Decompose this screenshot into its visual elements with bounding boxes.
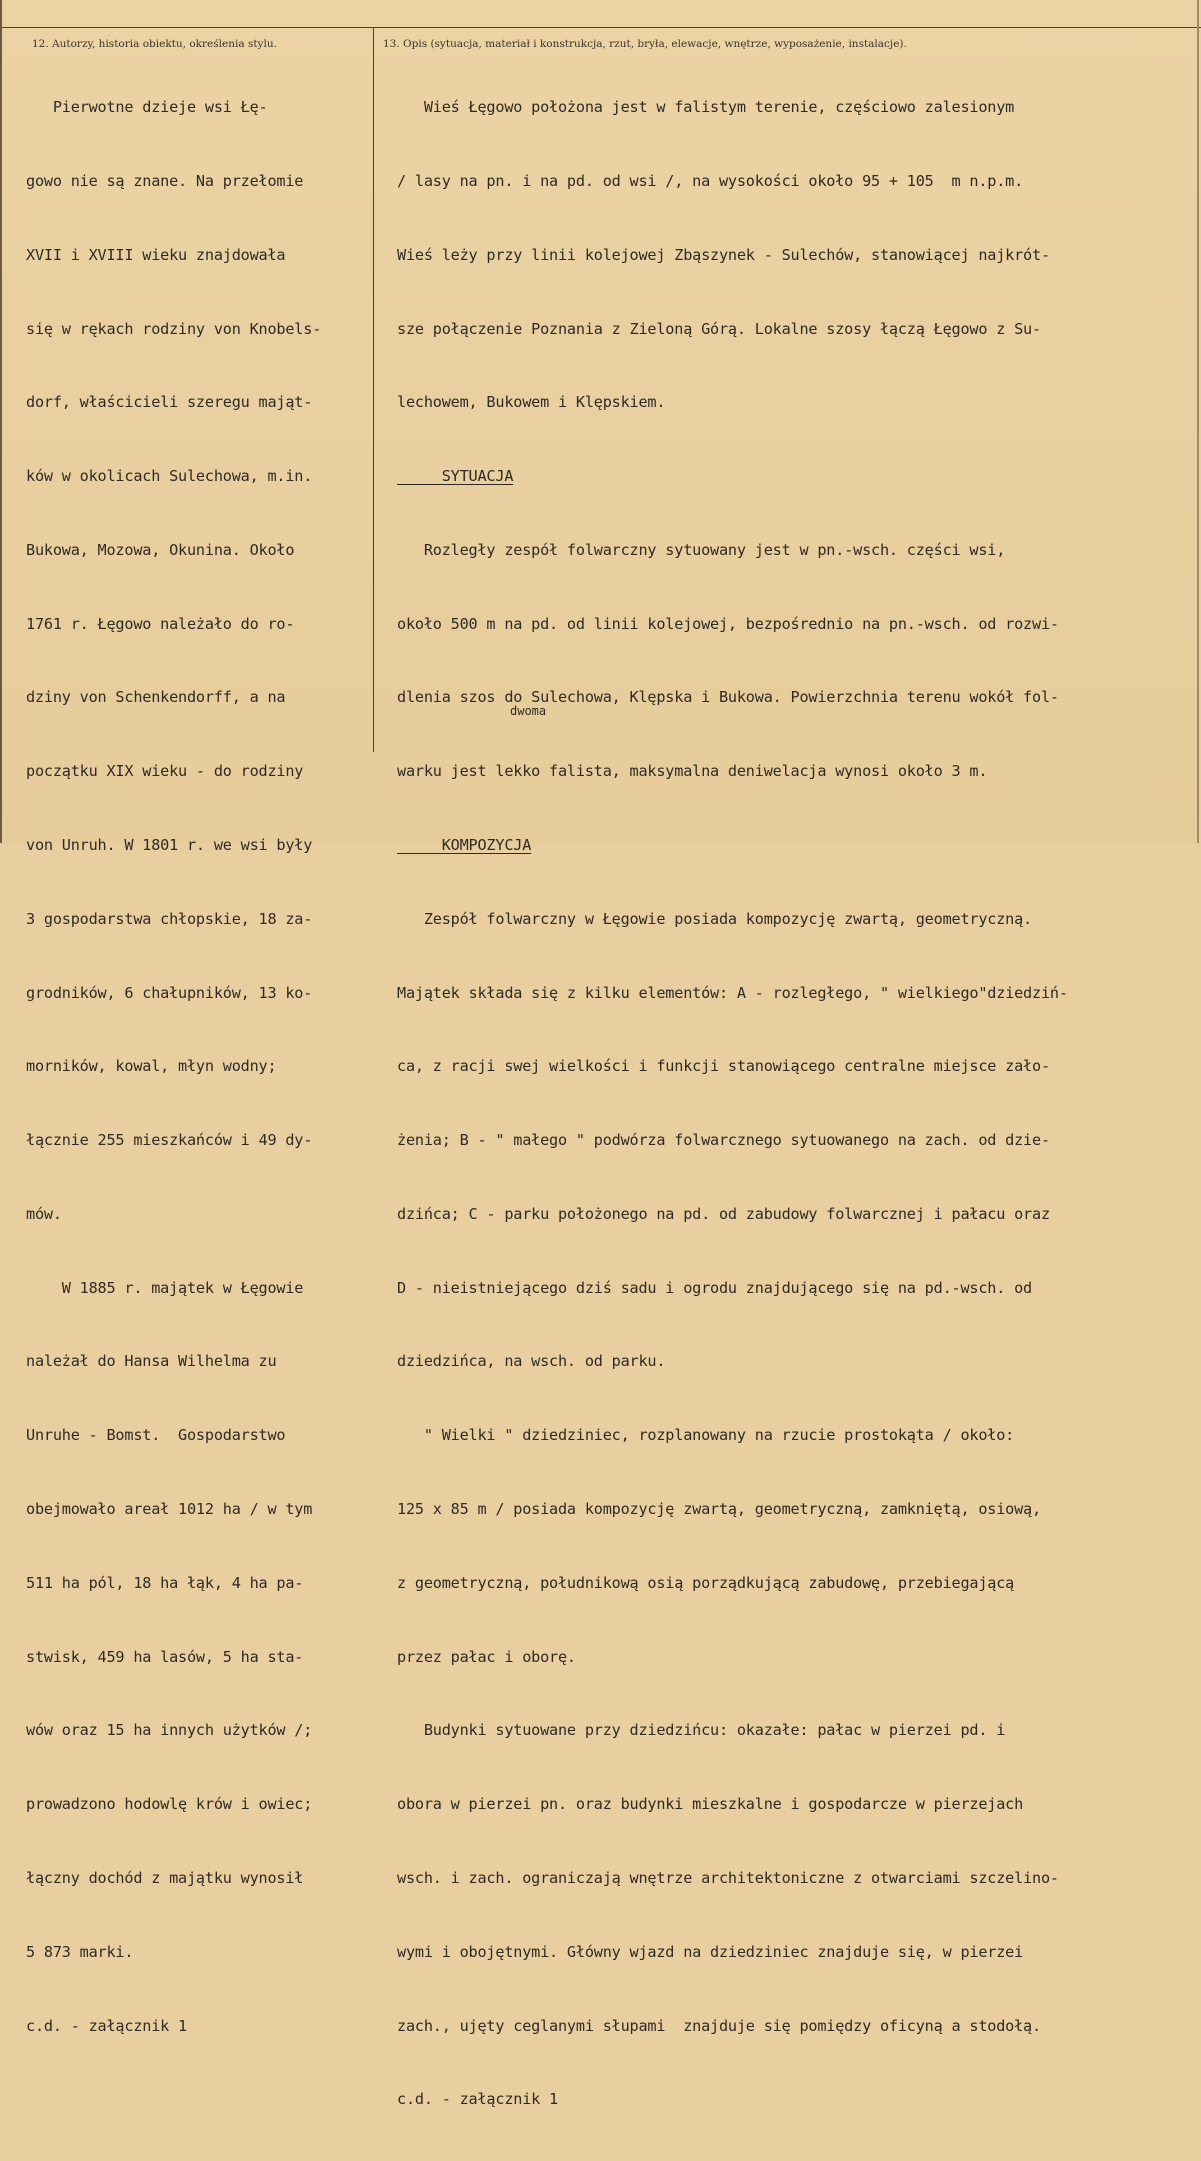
card-edge <box>1197 0 1199 843</box>
text-line: sze połączenie Poznania z Zieloną Górą. Lokalne szosy łączą Łęgowo z Su- <box>397 319 1041 338</box>
text-line: von Unruh. W 1801 r. we wsi były <box>26 836 313 854</box>
text-line: dlenia szos do Sulechowa, Klępska i Bukowa. Powierzchnia terenu wokół fol- <box>397 688 1059 707</box>
text-line: Wieś leży przy linii kolejowej Zbąszynek - Sulechów, stanowiącej najkrót- <box>397 245 1050 264</box>
text-line: należał do Hansa Wilhelma zu <box>26 1352 277 1371</box>
text-line: ca, z racji swej wielkości i funkcji stanowiącego centralne miejsce zało- <box>397 1057 1050 1076</box>
text-line: 1761 r. Łęgowo należało do ro- <box>26 614 295 633</box>
top-rule <box>2 27 1201 28</box>
typed-insertion: dwoma <box>510 704 547 718</box>
description-text-column <box>397 46 1177 2161</box>
text-line: łączny dochód z majątku wynosił <box>26 1868 304 1887</box>
text-line: Majątek składa się z kilku elementów: A - rozległego, " wielkiego"dziedziń- <box>397 983 1068 1002</box>
text-line: dorf, właścicieli szeregu mająt- <box>26 393 313 412</box>
text-line: warku jest lekko falista, maksymalna deniwelacja wynosi około 3 m. <box>397 762 988 781</box>
text-line: Pierwotne dzieje wsi Łę- <box>26 98 268 117</box>
text-line: morników, kowal, młyn wodny; <box>26 1057 277 1076</box>
text-line: 125 x 85 m / posiada kompozycję zwartą, geometryczną, zamkniętą, osiową, <box>397 1500 1041 1519</box>
text-line: przez pałac i oborę. <box>397 1647 576 1666</box>
text-line: ków w okolicach Sulechowa, m.in. <box>26 467 313 486</box>
section-heading-sytuacja: SYTUACJA <box>397 467 514 486</box>
text-line: Rozległy zespół folwarczny sytuowany jest w pn.-wsch. części wsi, <box>397 540 1006 559</box>
text-line: 5 873 marki. <box>26 1942 134 1961</box>
text-line: prowadzono hodowlę krów i owiec; <box>26 1795 313 1814</box>
text-line: Unruhe - Bomst. Gospodarstwo <box>26 1426 286 1445</box>
text-line: W 1885 r. majątek w Łęgowie <box>26 1278 304 1297</box>
text-line: 3 gospodarstwa chłopskie, 18 za- <box>26 909 313 928</box>
text-line: zach., ujęty ceglanymi słupami znajduje się pomiędzy oficyną a stodołą. <box>397 2016 1041 2035</box>
text-line: stwisk, 459 ha lasów, 5 ha sta- <box>26 1647 304 1666</box>
history-text-column <box>26 46 371 2087</box>
section-13-header: 13. Opis (sytuacja, materiał i konstrukcja, rzut, bryła, elewacje, wnętrze, wyposażenie, instalacje). <box>383 38 907 50</box>
text-line: się w rękach rodziny von Knobels- <box>26 319 322 338</box>
text-line: Bukowa, Mozowa, Okunina. Około <box>26 540 295 559</box>
text-line: żenia; B - " małego " podwórza folwarcznego sytuowanego na zach. od dzie- <box>397 1131 1050 1150</box>
text-line: Wieś Łęgowo położona jest w falistym terenie, częściowo zalesionym <box>397 98 1015 117</box>
text-line: około 500 m na pd. od linii kolejowej, bezpośrednio na pn.-wsch. od rozwi- <box>397 614 1059 633</box>
text-line: początku XIX wieku - do rodziny <box>26 762 304 781</box>
section-12-header: 12. Autorzy, historia obiektu, określenia stylu. <box>32 38 277 50</box>
section-heading-kompozycja: KOMPOZYCJA <box>397 836 532 854</box>
text-line: wów oraz 15 ha innych użytków /; <box>26 1721 313 1740</box>
text-line: z geometryczną, południkową osią porządkującą zabudowę, przebiegającą <box>397 1573 1015 1592</box>
text-line: dziny von Schenkendorff, a na <box>26 688 286 707</box>
text-line: łącznie 255 mieszkańców i 49 dy- <box>26 1131 313 1150</box>
text-line: obejmowało areał 1012 ha / w tym <box>26 1500 313 1519</box>
text-line: 511 ha pól, 18 ha łąk, 4 ha pa- <box>26 1573 304 1592</box>
text-line: gowo nie są znane. Na przełomie <box>26 171 304 190</box>
continuation-note: c.d. - załącznik 1 <box>397 2090 558 2109</box>
text-line: Budynki sytuowane przy dziedzińcu: okazałe: pałac w pierzei pd. i <box>397 1721 1006 1740</box>
text-line: Zespół folwarczny w Łęgowie posiada kompozycję zwartą, geometryczną. <box>397 909 1032 928</box>
text-line: lechowem, Bukowem i Klępskiem. <box>397 393 666 412</box>
text-line: obora w pierzei pn. oraz budynki mieszkalne i gospodarcze w pierzejach <box>397 1795 1024 1814</box>
text-line: / lasy na pn. i na pd. od wsi /, na wysokości około 95 + 105 m n.p.m. <box>397 171 1024 190</box>
text-line: dzińca; C - parku położonego na pd. od zabudowy folwarcznej i pałacu oraz <box>397 1204 1050 1223</box>
text-line: wymi i obojętnymi. Główny wjazd na dziedziniec znajduje się, w pierzei <box>397 1942 1024 1961</box>
text-line: mów. <box>26 1204 62 1223</box>
continuation-note: c.d. - załącznik 1 <box>26 2016 187 2035</box>
text-line: D - nieistniejącego dziś sadu i ogrodu znajdującego się na pd.-wsch. od <box>397 1278 1032 1297</box>
text-line: XVII i XVIII wieku znajdowała <box>26 245 286 264</box>
text-line: wsch. i zach. ograniczają wnętrze architektoniczne z otwarciami szczelino- <box>397 1868 1059 1887</box>
column-divider <box>373 27 374 752</box>
text-line: " Wielki " dziedziniec, rozplanowany na rzucie prostokąta / około: <box>397 1426 1015 1445</box>
text-line: grodników, 6 chałupników, 13 ko- <box>26 983 313 1002</box>
text-line: dziedzińca, na wsch. od parku. <box>397 1352 666 1371</box>
